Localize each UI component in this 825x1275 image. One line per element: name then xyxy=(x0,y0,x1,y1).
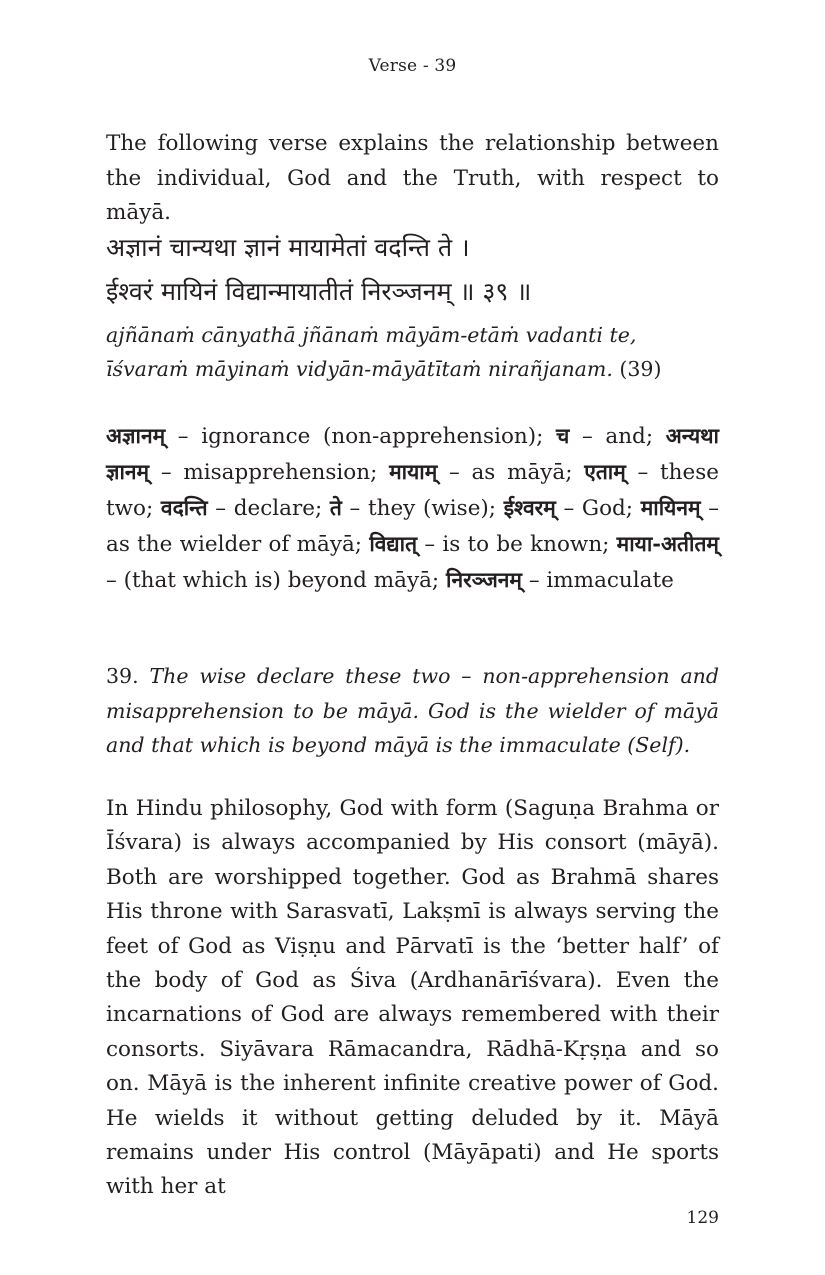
glossary-term: निरञ्जनम् xyxy=(446,567,522,592)
glossary-term: विद्यात् xyxy=(369,531,418,556)
glossary-meaning: – (that which is) beyond māyā; xyxy=(106,568,447,593)
glossary-meaning: – as the wielder of māyā; xyxy=(106,496,719,557)
glossary-meaning: – as māyā; xyxy=(437,460,585,485)
glossary-meaning: – they (wise); xyxy=(341,496,504,521)
glossary-entry xyxy=(106,424,556,449)
glossary-term: च xyxy=(556,423,570,448)
glossary-entry xyxy=(556,424,666,449)
commentary-paragraph: In Hindu philosophy, God with form (Saguṇa Brahma or Īśvara) is always accompanied by His consort (māyā). Both are worshipped together. God as Brahmā shares His throne with Sarasvatī, Lakṣmī is always serving the feet of God as Viṣṇu and Pārvatī is the ‘better half’ of the body of God as Śiva (Ardhanārīśvara). Even the incarnations of God are always remembered with their consorts. Siyāvara Rāmacandra, Rādhā-Kṛṣṇa and so on. Māyā is the inherent infinite creative power of God. He wields it without getting deluded by it. Māyā remains under His control (Māyāpati) and He sports with her at xyxy=(106,796,719,1200)
glossary-entry xyxy=(446,568,674,593)
glossary-term: अन्यथा ज्ञानम् xyxy=(106,423,719,484)
transliteration xyxy=(106,318,719,386)
page-number: 129 xyxy=(686,1208,719,1228)
glossary-meaning: – declare; xyxy=(207,496,330,521)
glossary-term: ते xyxy=(329,495,342,520)
glossary-meaning: – and; xyxy=(569,424,666,449)
glossary-entry xyxy=(369,532,616,557)
glossary-meaning: – is to be known; xyxy=(417,532,617,557)
glossary-term: अज्ञानम् xyxy=(106,423,166,448)
running-head: Verse - 39 xyxy=(368,56,457,76)
glossary-term: मायिनम् xyxy=(640,495,701,520)
sanskrit-verse-line-1: अज्ञानं चान्यथा ज्ञानं मायामेतां वदन्ति ते । xyxy=(106,233,470,262)
glossary-entry xyxy=(389,460,584,485)
transliteration-line-1: ajñānaṁ cānyathā jñānaṁ māyām-etāṁ vadanti te, xyxy=(106,323,637,347)
glossary-term: एताम् xyxy=(584,459,626,484)
glossary-meaning: – ignorance (non-apprehension); xyxy=(165,424,557,449)
verse-translation xyxy=(106,659,719,763)
glossary-entry xyxy=(504,496,641,521)
transliteration-line-2 xyxy=(106,352,719,386)
word-glossary xyxy=(106,418,719,598)
glossary-term: माया-अतीतम् xyxy=(616,531,719,556)
translation-number: 39. xyxy=(106,664,139,688)
verse-number: (39) xyxy=(619,357,662,381)
translation-text: The wise declare these two – non-apprehension and misapprehension to be māyā. God is the wielder of māyā and that which is beyond māyā is the immaculate (Self). xyxy=(106,664,719,757)
sanskrit-verse xyxy=(106,226,719,314)
glossary-meaning: – God; xyxy=(555,496,641,521)
glossary-entry xyxy=(330,496,504,521)
glossary-meaning: – misapprehension; xyxy=(149,460,390,485)
intro-paragraph: The following verse explains the relationship between the individual, God and the Truth, with respect to māyā. xyxy=(106,131,719,225)
glossary-term: मायाम् xyxy=(389,459,438,484)
transliteration-line-2-text: īśvaraṁ māyinaṁ vidyān-māyātītaṁ nirañjanam. xyxy=(106,357,613,381)
sanskrit-verse-line-2: ईश्वरं मायिनं विद्यान्मायातीतं निरञ्जनम् ॥ ३९ ॥ xyxy=(106,277,532,306)
glossary-term: ईश्वरम् xyxy=(503,495,556,520)
glossary-meaning: – immaculate xyxy=(522,568,674,593)
glossary-entry xyxy=(161,496,330,521)
glossary-term: वदन्ति xyxy=(160,495,208,520)
glossary-meaning: – these two; xyxy=(106,460,719,521)
